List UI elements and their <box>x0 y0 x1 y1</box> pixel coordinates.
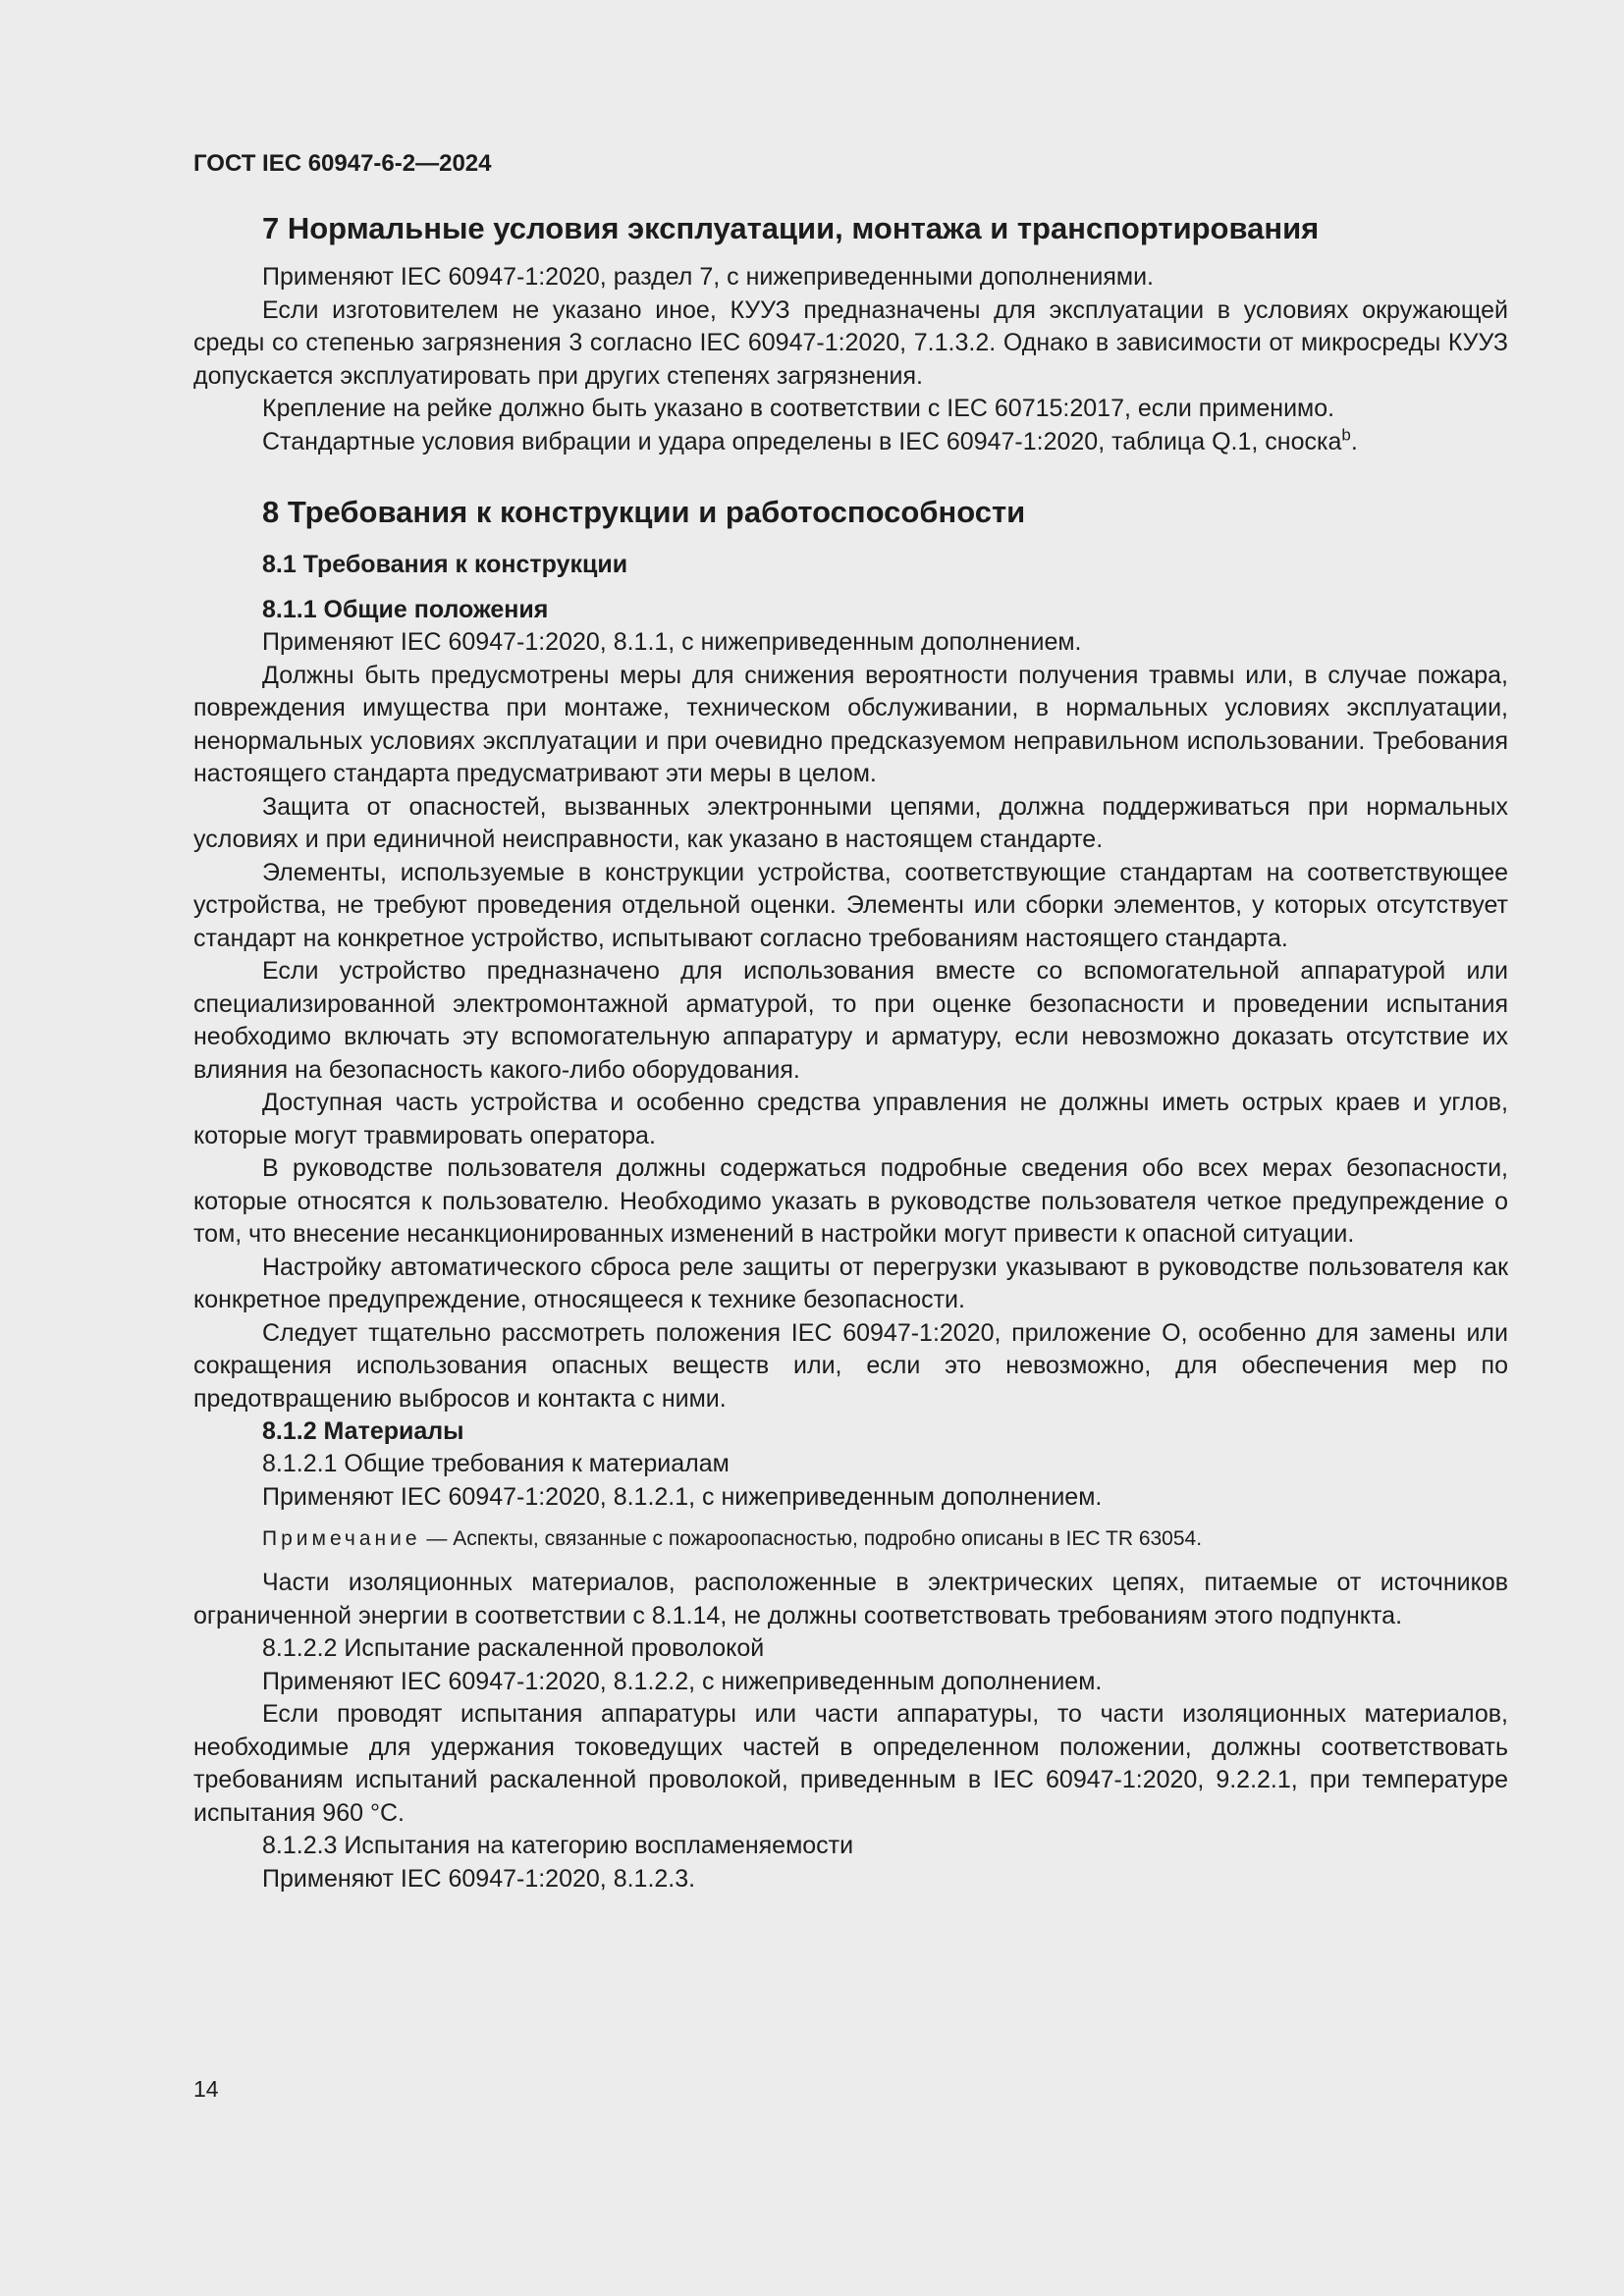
body-paragraph: Должны быть предусмотрены меры для снижения вероятности получения травмы или, в случае пожара, повреждения имущества при монтаже, техническом обслуживании, в нормальных условиях эксплуатации, ненормальных условиях эксплуатации и при очевидно предсказуемом неправильном использовании. Требования настоящего стандарта предусматривают эти меры в целом. <box>193 661 1508 787</box>
page-number: 14 <box>193 2076 219 2102</box>
subsection-8-1-2-2-heading: 8.1.2.2 Испытание раскаленной проволокой <box>262 1634 765 1662</box>
note-label: Примечание <box>262 1527 421 1550</box>
body-paragraph: Применяют IEC 60947-1:2020, 8.1.2.1, с нижеприведенным дополнением. <box>262 1482 1103 1511</box>
note <box>193 1525 1508 1553</box>
section-8-heading: 8 Требования к конструкции и работоспособности <box>262 495 1026 529</box>
paragraph-text: Стандартные условия вибрации и удара определены в IEC 60947-1:2020, таблица Q.1, сноска <box>262 427 1342 455</box>
section-7-heading: 7 Нормальные условия эксплуатации, монтажа и транспортирования <box>262 211 1320 245</box>
paragraph-period: . <box>1350 427 1358 455</box>
body-paragraph: Настройку автоматического сброса реле защиты от перегрузки указывают в руководстве пользователя как конкретное предупреждение, относящееся к технике безопасности. <box>193 1253 1508 1313</box>
subsection-8-1-2-3-heading: 8.1.2.3 Испытания на категорию воспламеняемости <box>262 1832 854 1859</box>
body-paragraph: Части изоляционных материалов, расположенные в электрических цепях, питаемые от источников ограниченной энергии в соответствии с 8.1.14, не должны соответствовать требованиям этого подпункта. <box>193 1569 1508 1629</box>
body-paragraph: Если устройство предназначено для использования вместе со вспомогательной аппаратурой или специализированной электромонтажной арматурой, то при оценке безопасности и проведении испытания необходимо включать эту вспомогательную аппаратуру и арматуру, если невозможно доказать отсутствие их влияния на безопасность какого-либо оборудования. <box>193 957 1508 1084</box>
section-7-paragraph: Если изготовителем не указано иное, КУУЗ предназначены для эксплуатации в условиях окружающей среды со степенью загрязнения 3 согласно IEC 60947-1:2020, 7.1.3.2. Однако в зависимости от микросреды КУУЗ допускается эксплуатировать при других степенях загрязнения. <box>193 295 1508 390</box>
subsection-8-1-2-1-heading: 8.1.2.1 Общие требования к материалам <box>262 1450 730 1477</box>
document-header-title: ГОСТ IEC 60947-6-2—2024 <box>193 150 492 177</box>
body-paragraph: Применяют IEC 60947-1:2020, 8.1.2.2, с нижеприведенным дополнением. <box>262 1667 1103 1695</box>
body-paragraph: Применяют IEC 60947-1:2020, 8.1.1, с нижеприведенным дополнением. <box>262 628 1082 656</box>
subsection-8-1-heading: 8.1 Требования к конструкции <box>262 551 628 578</box>
body-paragraph: Применяют IEC 60947-1:2020, 8.1.2.3. <box>262 1864 696 1893</box>
body-paragraph: Доступная часть устройства и особенно средства управления не должны иметь острых краев и углов, которые могут травмировать оператора. <box>193 1089 1508 1149</box>
body-paragraph: Элементы, используемые в конструкции устройства, соответствующие стандартам на соответствующее устройства, не требуют проведения отдельной оценки. Элементы или сборки элементов, у которых отсутствует стандарт на конкретное устройство, испытывают согласно требованиям настоящего стандарта. <box>193 858 1508 952</box>
section-7-paragraph: Применяют IEC 60947-1:2020, раздел 7, с нижеприведенными дополнениями. <box>262 263 1154 291</box>
footnote-marker: b <box>1341 425 1351 445</box>
body-paragraph: Следует тщательно рассмотреть положения IEC 60947-1:2020, приложение О, особенно для замены или сокращения использования опасных веществ или, если это невозможно, для обеспечения мер по предотвращению выбросов и контакта с ними. <box>193 1318 1508 1413</box>
subsection-8-1-1-heading: 8.1.1 Общие положения <box>262 596 549 623</box>
body-paragraph: Защита от опасностей, вызванных электронными цепями, должна поддерживаться при нормальных условиях и при единичной неисправности, как указано в настоящем стандарте. <box>193 792 1508 853</box>
note-text: — Аспекты, связанные с пожароопасностью, подробно описаны в IEC TR 63054. <box>420 1527 1203 1550</box>
section-7-paragraph: Крепление на рейке должно быть указано в соответствии с IEC 60715:2017, если применимо. <box>262 395 1335 422</box>
body-paragraph: В руководстве пользователя должны содержаться подробные сведения обо всех мерах безопасности, которые относятся к пользователю. Необходимо указать в руководстве пользователя четкое предупреждение о том, что внесение несанкционированных изменений в настройки могут привести к опасной ситуации. <box>193 1154 1508 1248</box>
section-7-paragraph <box>193 426 1508 459</box>
subsection-8-1-2-heading: 8.1.2 Материалы <box>262 1417 464 1445</box>
body-paragraph: Если проводят испытания аппаратуры или части аппаратуры, то части изоляционных материалов, необходимые для удержания токоведущих частей в определенном положении, должны соответствовать требованиям испытаний раскаленной проволокой, приведенным в IEC 60947-1:2020, 9.2.2.1, при температуре испытания 960 °С. <box>193 1700 1508 1827</box>
